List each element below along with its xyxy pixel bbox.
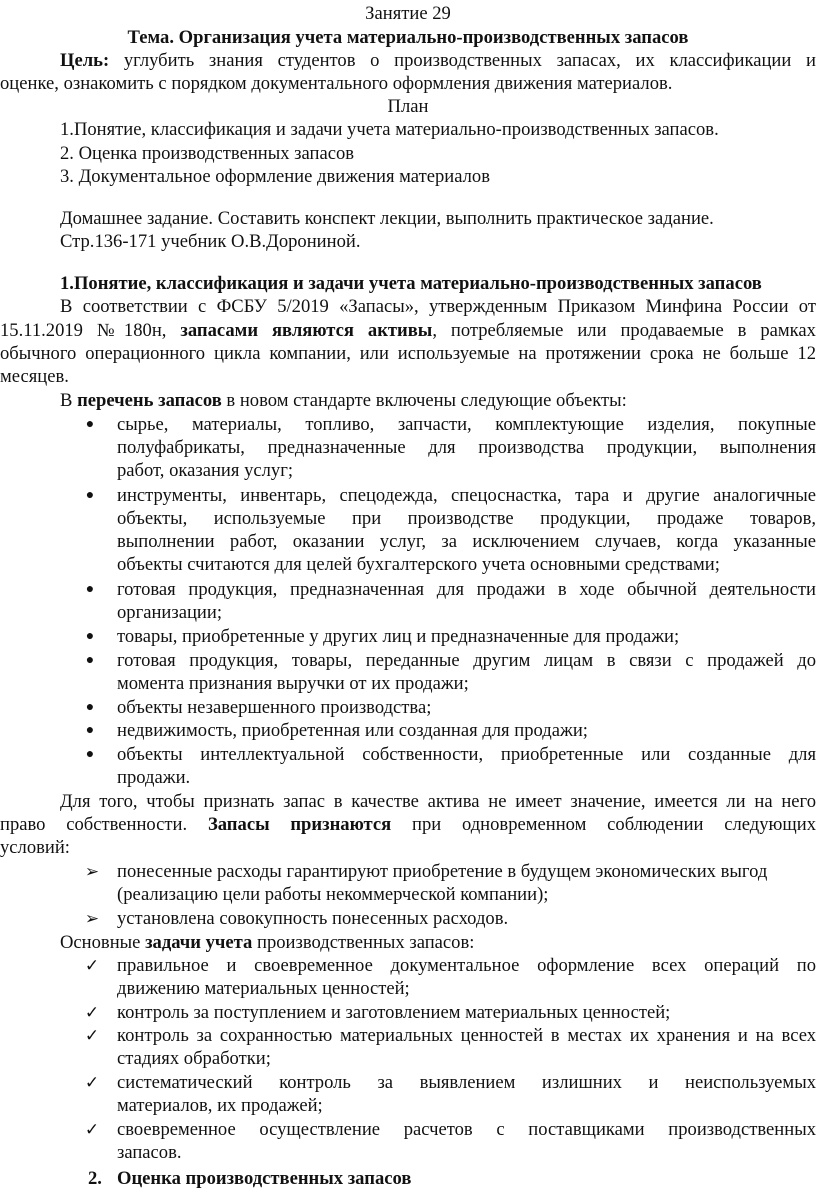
- bullet-dot-icon: ●: [85, 417, 95, 432]
- list-item: товары, приобретенные у других лиц и предназначенные для продажи;: [117, 626, 680, 647]
- lesson-number: Занятие 29: [365, 3, 451, 24]
- task-item: правильное и своевременное документальное оформление всех операций по: [117, 955, 816, 976]
- goal-label: Цель:: [60, 50, 110, 71]
- bullet-dot-icon: ●: [85, 700, 95, 715]
- para3-line-1: Для того, чтобы признать запас в качестве актива не имеет значение, имеется ли на него: [60, 791, 816, 812]
- para2: В перечень запасов в новом стандарте включены следующие объекты:: [60, 390, 627, 411]
- bullet-dot-icon: ●: [85, 488, 95, 503]
- task-item: систематический контроль за выявлением излишних и неиспользуемых: [117, 1072, 816, 1093]
- checkmark-icon: ✓: [84, 1120, 100, 1139]
- homework-line-2: Стр.136-171 учебник О.В.Дорониной.: [60, 231, 361, 252]
- plan-item-2: 2. Оценка производственных запасов: [60, 143, 355, 164]
- arrow-bullet-icon: ➢: [84, 909, 100, 928]
- list-item: полуфабрикаты, предназначенные для производства продукции, выполнения: [117, 437, 816, 458]
- bullet-dot-icon: ●: [85, 747, 95, 762]
- para1-line-1: В соответствии с ФСБУ 5/2019 «Запасы», утвержденным Приказом Минфина России от: [60, 296, 816, 317]
- condition-item: установлена совокупность понесенных расходов.: [117, 908, 509, 929]
- section1-heading: 1.Понятие, классификация и задачи учета материально-производственных запасов: [60, 273, 762, 294]
- list-item: готовая продукция, товары, переданные другим лицам в связи с продажей до: [117, 650, 816, 671]
- list-item: недвижимость, приобретенная или созданная для продажи;: [117, 720, 588, 741]
- task-item: запасов.: [117, 1142, 182, 1163]
- para4: Основные задачи учета производственных запасов:: [60, 932, 475, 953]
- list-item: момента признания выручки от их продажи;: [117, 673, 469, 694]
- para1-line-2: 15.11.2019 №180н, запасами являются активы, потребляемые или продаваемые в рамках: [0, 320, 816, 341]
- list-item: работ, оказания услуг;: [117, 460, 294, 481]
- list-item: выполнении работ, оказании услуг, за исключением случаев, когда указанные: [117, 531, 816, 552]
- goal-line-1: Цель: углубить знания студентов о производственных запасах, их классификации и: [60, 50, 816, 71]
- topic-label: Тема.: [127, 27, 174, 48]
- checkmark-icon: ✓: [84, 1073, 100, 1092]
- list-item: инструменты, инвентарь, спецодежда, спецоснастка, тара и другие аналогичные: [117, 485, 816, 506]
- para1-line-3: обычного операционного цикла компании, или используемые на протяжении срока не больше 12: [0, 343, 816, 364]
- task-item: движению материальных ценностей;: [117, 978, 410, 999]
- checkmark-icon: ✓: [84, 1003, 100, 1022]
- task-item: материалов, их продажей;: [117, 1095, 323, 1116]
- list-item: готовая продукция, предназначенная для продажи в ходе обычной деятельности: [117, 579, 816, 600]
- para3-line-3: условий:: [0, 837, 70, 858]
- para3-line-2: право собственности. Запасы признаются при одновременном соблюдении следующих: [0, 814, 816, 835]
- section2-heading: Оценка производственных запасов: [117, 1168, 412, 1189]
- bullet-dot-icon: ●: [85, 723, 95, 738]
- task-item: стадиях обработки;: [117, 1048, 271, 1069]
- arrow-bullet-icon: ➢: [84, 862, 100, 881]
- topic-line: [0, 26, 816, 49]
- list-item: объекты, используемые при производстве продукции, продаже товаров,: [117, 508, 816, 529]
- plan-item-1: 1.Понятие, классификация и задачи учета материально-производственных запасов.: [60, 119, 719, 140]
- checkmark-icon: ✓: [84, 1026, 100, 1045]
- plan-item-3: 3. Документальное оформление движения материалов: [60, 166, 490, 187]
- section2-number: 2.: [88, 1168, 102, 1189]
- task-item: контроль за сохранностью материальных ценностей в местах их хранения и на всех: [117, 1025, 816, 1046]
- list-item: объекты незавершенного производства;: [117, 697, 432, 718]
- list-item: сырье, материалы, топливо, запчасти, комплектующие изделия, покупные: [117, 414, 816, 435]
- task-item: своевременное осуществление расчетов с поставщиками производственных: [117, 1119, 816, 1140]
- plan-title: План: [387, 96, 429, 117]
- bullet-dot-icon: ●: [85, 629, 95, 644]
- list-item: объекты считаются для целей бухгалтерского учета основными средствами;: [117, 554, 720, 575]
- para1-line-4: месяцев.: [0, 366, 69, 387]
- goal-line-2: оценке, ознакомить с порядком документального оформления движения материалов.: [0, 73, 673, 94]
- list-item: организации;: [117, 602, 222, 623]
- condition-item: понесенные расходы гарантируют приобретение в будущем экономических выгод: [117, 861, 768, 882]
- task-item: контроль за поступлением и заготовлением материальных ценностей;: [117, 1002, 671, 1023]
- list-item: объекты интеллектуальной собственности, приобретенные или созданные для: [117, 744, 816, 765]
- topic-title: Организация учета материально-производственных запасов: [178, 27, 689, 48]
- bullet-dot-icon: ●: [85, 653, 95, 668]
- checkmark-icon: ✓: [84, 956, 100, 975]
- condition-item: (реализацию цели работы некоммерческой компании);: [117, 884, 549, 905]
- bullet-dot-icon: ●: [85, 582, 95, 597]
- list-item: продажи.: [117, 767, 191, 788]
- homework-line-1: Домашнее задание. Составить конспект лекции, выполнить практическое задание.: [60, 208, 714, 229]
